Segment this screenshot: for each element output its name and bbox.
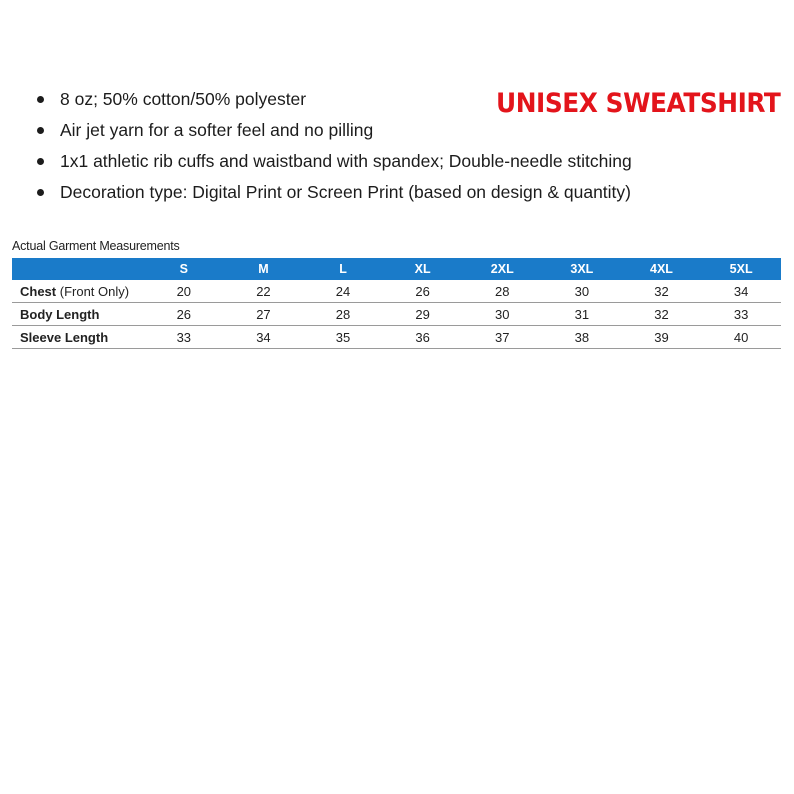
table-cell: 24 [303,280,383,303]
table-cell: 32 [622,303,702,326]
bullet-dot-icon [37,158,44,165]
table-row [12,303,781,326]
table-cell: 29 [383,303,463,326]
row-label-text: Chest [20,283,57,299]
table-cell: 39 [622,326,702,349]
table-cell: 33 [144,326,224,349]
table-cell: 40 [701,326,781,349]
table-cell: 35 [303,326,383,349]
table-cell: 37 [462,326,542,349]
table-row [12,326,781,349]
table-cell: 34 [224,326,304,349]
table-cell: 26 [383,280,463,303]
row-label [12,326,144,349]
row-label [12,303,144,326]
feature-text: 8 oz; 50% cotton/50% polyester [60,89,307,109]
table-cell: 36 [383,326,463,349]
feature-text: Decoration type: Digital Print or Screen Print (based on design & quantity) [60,182,631,202]
table-cell: 34 [701,280,781,303]
size-header: M [224,258,304,280]
table-cell: 28 [303,303,383,326]
row-label-text: Sleeve Length [20,329,109,345]
size-header: XL [383,258,463,280]
size-header: 3XL [542,258,622,280]
header-label-cell [12,258,144,280]
measurement-table [12,258,781,349]
row-sub-label: (Front Only) [59,283,130,299]
row-label [12,280,144,303]
feature-item [34,146,632,177]
feature-text: Air jet yarn for a softer feel and no pilling [60,120,374,140]
size-header: 2XL [462,258,542,280]
feature-text: 1x1 athletic rib cuffs and waistband with spandex; Double-needle stitching [60,151,632,171]
row-label-text: Body Length [20,306,100,322]
size-header: L [303,258,383,280]
table-cell: 28 [462,280,542,303]
table-cell: 20 [144,280,224,303]
table-cell: 31 [542,303,622,326]
table-cell: 38 [542,326,622,349]
size-header: S [144,258,224,280]
table-cell: 30 [542,280,622,303]
table-row [12,280,781,303]
table-caption: Actual Garment Measurements [12,239,180,253]
feature-item [34,115,632,146]
feature-item [34,177,632,208]
table-cell: 30 [462,303,542,326]
table-header-row [12,258,781,280]
bullet-dot-icon [37,127,44,134]
bullet-dot-icon [37,96,44,103]
size-header: 5XL [701,258,781,280]
table-cell: 33 [701,303,781,326]
bullet-dot-icon [37,189,44,196]
size-header: 4XL [622,258,702,280]
product-title: UNISEX SWEATSHIRT [496,88,781,119]
table-cell: 22 [224,280,304,303]
table-cell: 27 [224,303,304,326]
table-cell: 26 [144,303,224,326]
table-cell: 32 [622,280,702,303]
